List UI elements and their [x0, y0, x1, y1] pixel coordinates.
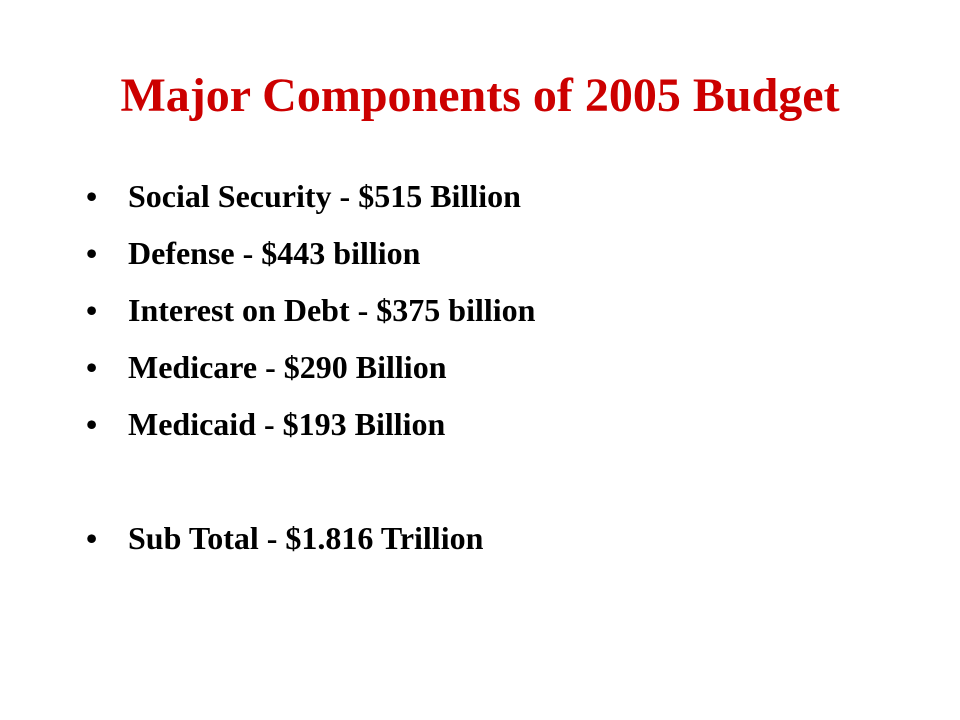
bullet-item-social-security: [86, 172, 906, 229]
bullet-icon: •: [86, 178, 98, 214]
bullet-item-medicaid: [86, 400, 906, 457]
bullet-item-medicare: [86, 343, 906, 400]
bullet-text: Interest on Debt - $375 billion: [128, 292, 536, 328]
bullet-text: Medicare - $290 Billion: [128, 349, 447, 385]
slide-title: Major Components of 2005 Budget: [120, 69, 840, 122]
bullet-text: Defense - $443 billion: [128, 235, 421, 271]
bullet-list: [86, 172, 906, 571]
bullet-icon: •: [86, 349, 98, 385]
bullet-item-interest-on-debt: [86, 286, 906, 343]
bullet-item-defense: [86, 229, 906, 286]
bullet-icon: •: [86, 406, 98, 442]
bullet-item-subtotal: [86, 514, 906, 571]
bullet-text: Social Security - $515 Billion: [128, 178, 521, 214]
bullet-icon: •: [86, 520, 98, 556]
bullet-icon: •: [86, 235, 98, 271]
bullet-text: Medicaid - $193 Billion: [128, 406, 446, 442]
bullet-text: Sub Total - $1.816 Trillion: [128, 520, 484, 556]
bullet-icon: •: [86, 292, 98, 328]
